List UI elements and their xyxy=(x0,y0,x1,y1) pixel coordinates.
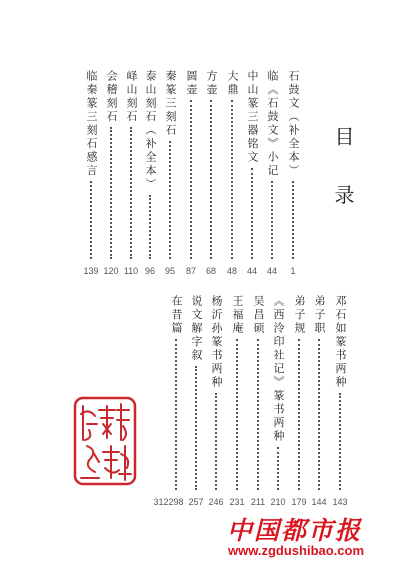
dot-leader xyxy=(190,100,193,259)
top-entry-title: 石鼓文（补全本） xyxy=(287,70,300,178)
bottom-entry-title: 说文解字叙 xyxy=(190,295,203,363)
watermark-brand: 中国都市报 xyxy=(227,516,363,545)
dot-leader xyxy=(169,141,172,260)
dot-leader xyxy=(339,393,342,491)
bottom-entry-title: 杨沂孙篆书两种 xyxy=(210,295,223,390)
dot-leader xyxy=(175,339,178,491)
bottom-entry[interactable] xyxy=(311,295,327,493)
dot-leader xyxy=(110,127,113,259)
dot-leader xyxy=(215,393,218,491)
bottom-entry-page-number: 144 xyxy=(311,497,327,507)
dot-leader xyxy=(210,100,213,259)
top-entry-page-number: 120 xyxy=(103,266,119,276)
top-entry[interactable] xyxy=(244,70,260,262)
bottom-entry[interactable] xyxy=(229,295,245,493)
top-entry[interactable] xyxy=(224,70,240,262)
dot-leader xyxy=(251,168,254,260)
bottom-entry[interactable] xyxy=(208,295,224,493)
bottom-entry[interactable] xyxy=(291,295,307,493)
bottom-entry[interactable] xyxy=(250,295,266,493)
top-entry-page-number: 68 xyxy=(205,266,217,276)
top-entry[interactable] xyxy=(285,70,301,262)
top-entry-page-number: 48 xyxy=(226,266,238,276)
top-entry[interactable] xyxy=(162,70,178,262)
top-entry[interactable] xyxy=(142,70,158,262)
bottom-entry[interactable] xyxy=(332,295,348,493)
dot-leader xyxy=(236,339,239,491)
dot-leader xyxy=(298,339,301,491)
top-entry[interactable] xyxy=(264,70,280,262)
dot-leader xyxy=(195,366,198,491)
bottom-entry-title: 弟子职 xyxy=(313,295,326,336)
dot-leader xyxy=(277,447,280,491)
dot-leader xyxy=(149,195,152,260)
top-entry[interactable] xyxy=(203,70,219,262)
top-entry[interactable] xyxy=(183,70,199,262)
top-entry-title: 临秦篆三刻石感言 xyxy=(85,70,98,178)
top-entry-title: 峄山刻石 xyxy=(125,70,138,124)
top-entry[interactable] xyxy=(83,70,99,262)
top-entry-page-number: 1 xyxy=(290,266,296,276)
top-entry-title: 圆壶 xyxy=(185,70,198,97)
top-entry-page-number: 110 xyxy=(123,266,139,276)
watermark-url: www.zgdushibao.com xyxy=(228,543,365,558)
bottom-entry[interactable] xyxy=(168,295,184,493)
dot-leader xyxy=(257,339,260,491)
top-entry-page-number: 95 xyxy=(164,266,176,276)
bottom-entry-page-number: 312 xyxy=(153,497,169,507)
dot-leader xyxy=(231,100,234,259)
bottom-entry-page-number: 210 xyxy=(270,497,286,507)
dot-leader xyxy=(292,181,295,259)
bottom-entry-title: 邓石如篆书两种 xyxy=(334,295,347,390)
bottom-entry-page-number: 211 xyxy=(250,497,266,507)
bottom-entry[interactable] xyxy=(188,295,204,493)
top-entry-title: 秦篆三刻石 xyxy=(164,70,177,138)
seal-stamp-image xyxy=(73,396,137,486)
top-entry-page-number: 139 xyxy=(83,266,99,276)
top-entry-page-number: 44 xyxy=(246,266,258,276)
top-entry-title: 泰山刻石（补全本） xyxy=(144,70,157,192)
bottom-entry-title: 王福庵 xyxy=(231,295,244,336)
top-entry-title: 临《石鼓文》小记 xyxy=(266,70,279,178)
top-entry-title: 大鼎 xyxy=(226,70,239,97)
dot-leader xyxy=(90,181,93,259)
bottom-entry-title: 《西泠印社记》篆书两种 xyxy=(272,295,285,444)
top-entry-page-number: 44 xyxy=(266,266,278,276)
bottom-entry-page-number: 179 xyxy=(291,497,307,507)
top-entry[interactable] xyxy=(123,70,139,262)
bottom-entry-page-number: 246 xyxy=(208,497,224,507)
bottom-entry-page-number: 257 xyxy=(188,497,204,507)
dot-leader xyxy=(130,127,133,259)
bottom-entry-page-number: 143 xyxy=(332,497,348,507)
bottom-entry-title: 在昔篇 xyxy=(170,295,183,336)
bottom-entry-title: 吴昌硕 xyxy=(252,295,265,336)
top-entry-title: 方壶 xyxy=(205,70,218,97)
dot-leader xyxy=(271,181,274,259)
dot-leader xyxy=(318,339,321,491)
top-entry-title: 会稽刻石 xyxy=(105,70,118,124)
bottom-entry[interactable] xyxy=(270,295,286,493)
top-entry-page-number: 87 xyxy=(185,266,197,276)
top-entry-page-number: 96 xyxy=(144,266,156,276)
bottom-entry-page-number: 298 xyxy=(168,497,184,507)
top-entry[interactable] xyxy=(103,70,119,262)
top-entry-title: 中山篆三器铭文 xyxy=(246,70,259,165)
bottom-entry-page-number: 231 xyxy=(229,497,245,507)
bottom-entry-title: 弟子规 xyxy=(293,295,306,336)
page-title: 目 录 xyxy=(331,126,355,221)
